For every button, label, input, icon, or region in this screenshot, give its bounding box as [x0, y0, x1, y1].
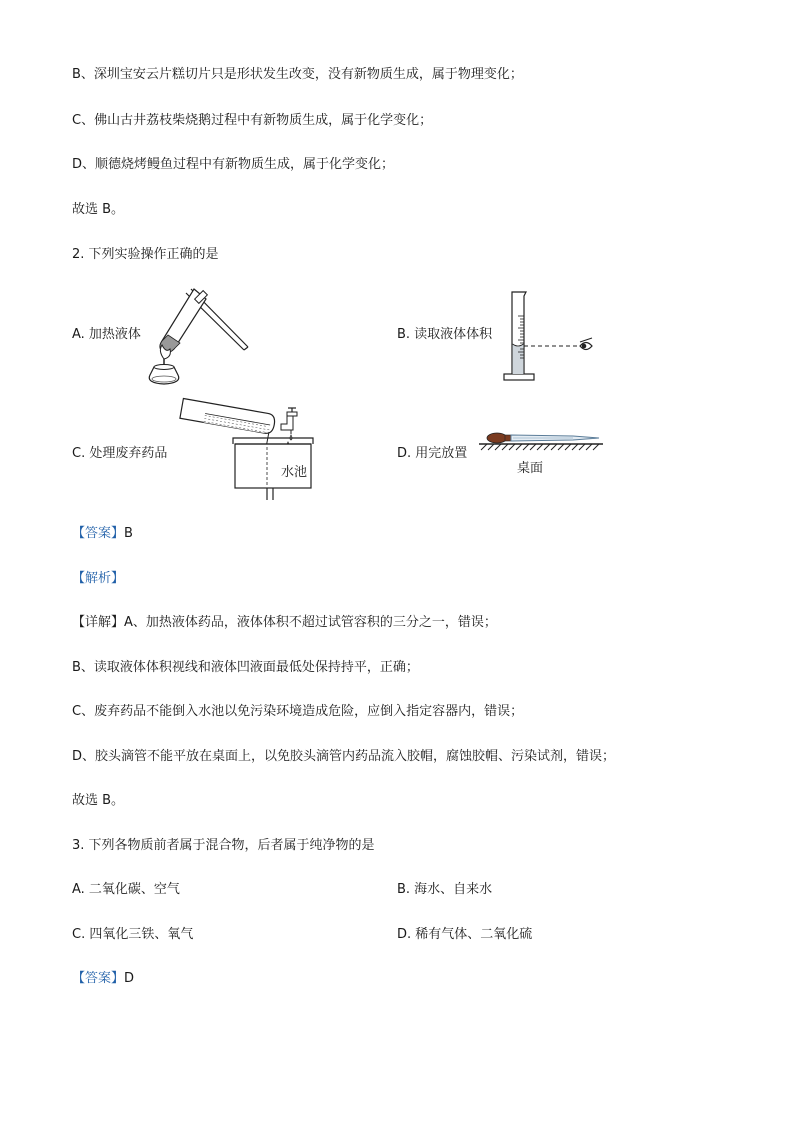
q2-option-c: C. 处理废弃药品: [72, 446, 168, 461]
figure-dropper-on-table: [477, 428, 607, 478]
explanation-line-c: C、佛山古井荔枝柴烧鹅过程中有新物质生成，属于化学变化；: [72, 113, 433, 128]
question-3-stem: 3. 下列各物质前者属于混合物，后者属于纯净物的是: [72, 838, 375, 853]
q2-analysis-tag: [72, 570, 124, 588]
detail-tag: 【详解】: [72, 615, 125, 630]
answer-value: B: [124, 526, 133, 541]
explanation-conclusion: 故选 B。: [72, 202, 125, 217]
q2-option-b: B. 读取液体体积: [397, 327, 493, 342]
q2-conclusion: 故选 B。: [72, 793, 125, 808]
figure-graduated-cylinder: [500, 290, 600, 382]
table-label: 桌面: [517, 461, 544, 476]
answer-tag: 【答案】: [72, 526, 125, 541]
sink-label: 水池: [281, 465, 308, 480]
q2-answer: [72, 525, 133, 543]
explanation-line-d: D、顺德烧烤鳗鱼过程中有新物质生成，属于化学变化；: [72, 157, 395, 172]
q3-option-d: D. 稀有气体、二氧化硫: [397, 927, 533, 942]
q3-option-b: B. 海水、自来水: [397, 882, 493, 897]
answer-tag: 【答案】: [72, 971, 125, 986]
q3-option-c: C. 四氧化三铁、氧气: [72, 927, 194, 942]
q2-detail-b: B、读取液体体积视线和液体凹液面最低处保持持平，正确；: [72, 660, 419, 675]
q2-option-d: D. 用完放置: [397, 446, 468, 461]
q2-option-a: A. 加热液体: [72, 327, 141, 342]
figure-heating-liquid: [148, 285, 253, 385]
answer-value: D: [124, 971, 135, 986]
q2-detail-a: [72, 614, 497, 632]
explanation-line-b: B、深圳宝安云片糕切片只是形状发生改变，没有新物质生成，属于物理变化；: [72, 67, 523, 82]
figure-waste-to-sink: [175, 402, 325, 502]
q3-option-a: A. 二氧化碳、空气: [72, 882, 180, 897]
q2-detail-c: C、废弃药品不能倒入水池以免污染环境造成危险，应倒入指定容器内，错误；: [72, 704, 524, 719]
q2-detail-d: D、胶头滴管不能平放在桌面上，以免胶头滴管内药品流入胶帽，腐蚀胶帽、污染试剂，错误；: [72, 749, 616, 764]
q3-answer: [72, 970, 134, 988]
analysis-tag: 【解析】: [72, 571, 125, 586]
detail-a-text: A、加热液体药品，液体体积不超过试管容积的三分之一，错误；: [124, 615, 497, 630]
question-2-stem: 2. 下列实验操作正确的是: [72, 247, 219, 262]
